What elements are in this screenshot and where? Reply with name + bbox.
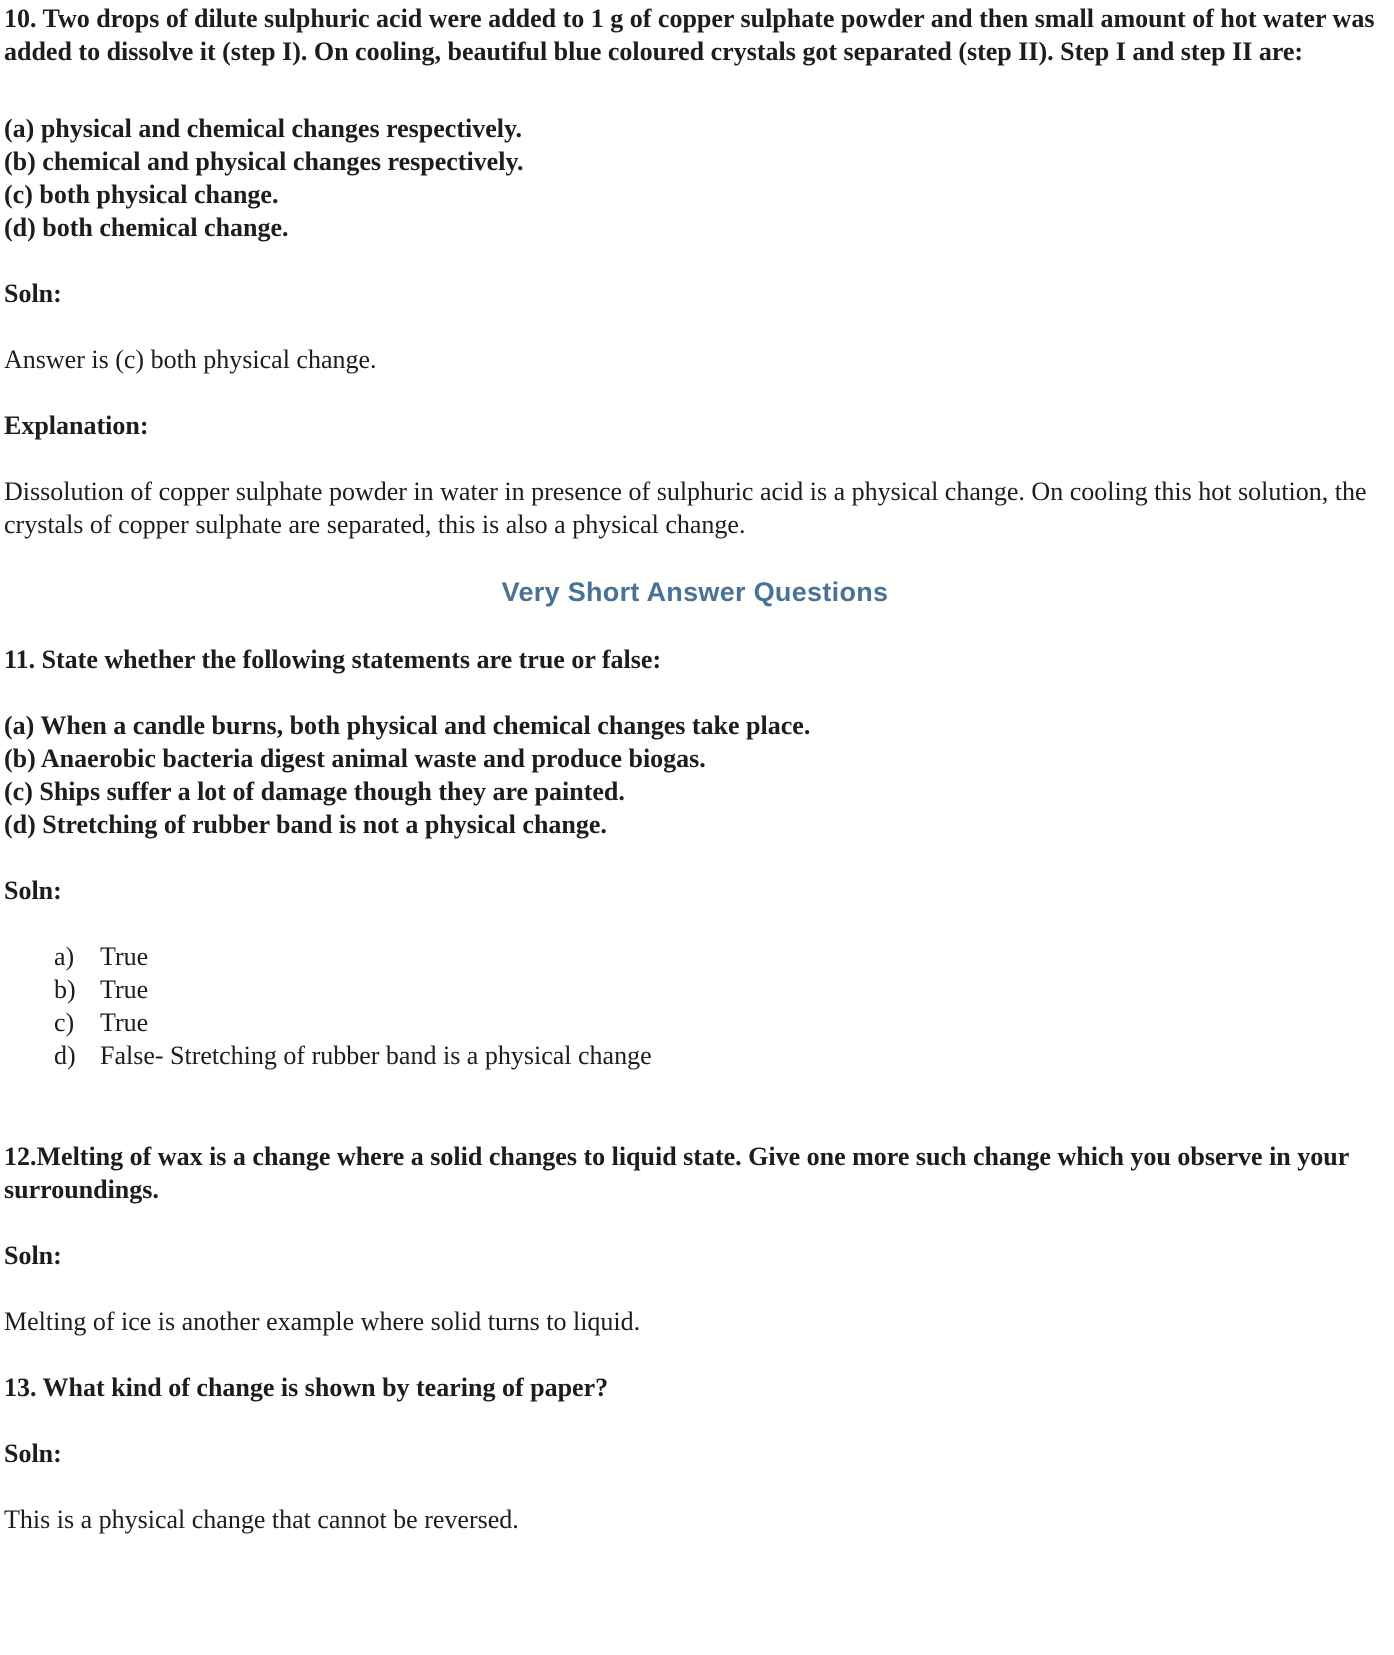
question-11-statements [4,709,1386,841]
question-10-option-c: (c) both physical change. [4,180,279,209]
question-10-option-d: (d) both chemical change. [4,213,289,242]
question-10-option-b: (b) chemical and physical changes respectively. [4,147,524,176]
answer-text: False- Stretching of rubber band is a physical change [100,1041,652,1070]
question-11-answer-list [4,940,1386,1072]
question-13-answer: This is a physical change that cannot be reversed. [4,1505,519,1534]
answer-item-a [4,940,1386,973]
question-12-soln-label: Soln: [4,1241,62,1270]
question-10-soln-label: Soln: [4,279,62,308]
answer-item-b [4,973,1386,1006]
answer-marker: a) [54,942,75,971]
question-11-statement-d: (d) Stretching of rubber band is not a physical change. [4,810,607,839]
question-10-text: 10. Two drops of dilute sulphuric acid were added to 1 g of copper sulphate powder and then small amount of hot water was added to dissolve it (step I). On cooling, beautiful blue coloured crystals got separated (step II). Step I and step II are: [4,4,1375,66]
answer-marker: d) [54,1041,76,1070]
question-10-answer: Answer is (c) both physical change. [4,345,377,374]
answer-item-c [4,1006,1386,1039]
question-10-options [4,112,1386,244]
answer-text: True [100,1008,149,1037]
section-heading: Very Short Answer Questions [501,577,889,607]
question-10-option-a: (a) physical and chemical changes respectively. [4,114,523,143]
answer-marker: b) [54,975,76,1004]
answer-item-d [4,1039,1386,1072]
answer-text: True [100,942,149,971]
question-11-soln-label: Soln: [4,876,62,905]
question-12-text: 12.Melting of wax is a change where a solid changes to liquid state. Give one more such change which you observe in your surroundings. [4,1142,1349,1204]
question-11-text: 11. State whether the following statements are true or false: [4,645,662,674]
question-11-statement-c: (c) Ships suffer a lot of damage though they are painted. [4,777,625,806]
question-13-text: 13. What kind of change is shown by tearing of paper? [4,1373,609,1402]
question-11-statement-a: (a) When a candle burns, both physical and chemical changes take place. [4,711,811,740]
question-11-statement-b: (b) Anaerobic bacteria digest animal waste and produce biogas. [4,744,706,773]
answer-text: True [100,975,149,1004]
question-13-soln-label: Soln: [4,1439,62,1468]
question-10-explanation-label: Explanation: [4,411,149,440]
question-10-explanation: Dissolution of copper sulphate powder in water in presence of sulphuric acid is a physical change. On cooling this hot solution, the crystals of copper sulphate are separated, this is also a physical change. [4,477,1367,539]
answer-marker: c) [54,1008,75,1037]
question-12-answer: Melting of ice is another example where solid turns to liquid. [4,1307,641,1336]
